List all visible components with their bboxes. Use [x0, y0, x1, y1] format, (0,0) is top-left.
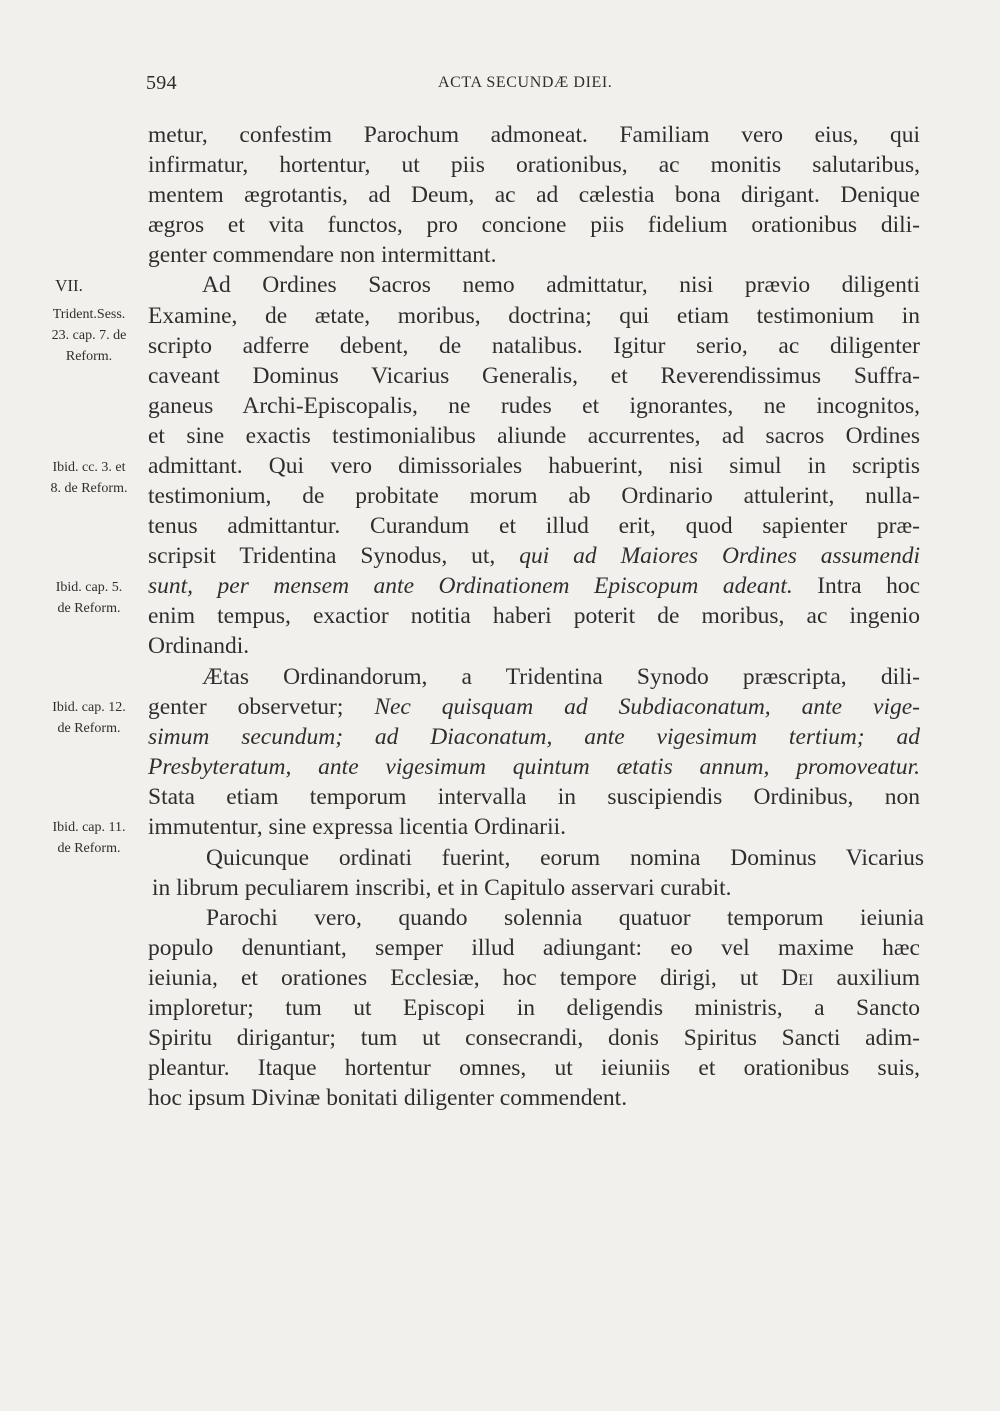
margin-note [30, 817, 148, 859]
text-line [148, 601, 920, 632]
italic-text: Presbyteratum, ante vigesimum quintum ætatis annum, promoveatur. [148, 754, 920, 780]
margin-note [34, 275, 104, 296]
text-line [148, 571, 920, 602]
margin-note [30, 457, 148, 499]
text-segment: metur, confestim Parochum admoneat. Familiam vero eius, qui [148, 122, 920, 148]
text-segment: testimonium, de probitate morum ab Ordinario attulerint, nulla- [148, 483, 920, 509]
margin-note [30, 304, 148, 367]
margin-note [30, 697, 148, 739]
text-line [152, 903, 924, 934]
text-segment: in librum peculiarem inscribi, et in Capitulo asservari curabit. [152, 875, 732, 901]
text-segment: immutentur, sine expressa licentia Ordinarii. [148, 814, 567, 840]
text-segment: caveant Dominus Vicarius Generalis, et Reverendissimus Suffra- [148, 363, 920, 389]
text-segment: ægros et vita functos, pro concione piis fidelium orationibus dili- [148, 212, 920, 238]
italic-text: qui ad Maiores Ordines assumendi [519, 543, 920, 569]
text-segment: genter commendare non intermittant. [148, 242, 497, 268]
text-line [152, 873, 924, 904]
text-line [148, 481, 920, 512]
text-segment: admittant. Qui vero dimissoriales habuerint, nisi simul in scriptis [148, 453, 920, 479]
text-line [148, 631, 920, 662]
text-line [148, 722, 920, 753]
text-segment: imploretur; tum ut Episcopi in deligendis ministris, a Sancto [148, 995, 920, 1021]
text-line [148, 933, 920, 964]
text-line [148, 1023, 920, 1054]
text-segment: enim tempus, exactior notitia haberi poterit de moribus, ac ingenio [148, 603, 920, 629]
text-segment: Ad Ordines Sacros nemo admittatur, nisi prævio diligenti [202, 272, 920, 298]
margin-note [30, 577, 148, 619]
margin-note-line: VII. [55, 276, 83, 295]
text-segment: infirmatur, hortentur, ut piis orationibus, ac monitis salutaribus, [148, 152, 920, 178]
margin-note-line: Ibid. cap. 5. [55, 580, 123, 595]
page-number: 594 [146, 72, 177, 94]
text-segment: Intra hoc [792, 573, 921, 599]
italic-text: Nec quisquam ad Subdiaconatum, ante vige- [374, 694, 920, 720]
text-line [148, 331, 920, 362]
small-caps-text: Dei [781, 965, 814, 991]
text-line [148, 240, 920, 271]
text-line [148, 782, 920, 813]
text-line [148, 210, 920, 241]
text-line [148, 120, 920, 151]
margin-note-line: Ibid. cap. 12. [52, 700, 126, 715]
text-line [148, 692, 920, 723]
italic-text: sunt, per mensem ante Ordinationem Episcopum adeant. [148, 573, 793, 599]
margin-note-line: Ibid. cc. 3. et [52, 460, 126, 475]
text-line [148, 391, 920, 422]
running-head [146, 72, 916, 102]
text-line [148, 993, 920, 1024]
italic-text: simum secundum; ad Diaconatum, ante vigesimum tertium; ad [148, 724, 920, 750]
text-line [148, 301, 920, 332]
text-line [148, 541, 920, 572]
text-segment: Quicunque ordinati fuerint, eorum nomina Dominus Vicarius [206, 845, 924, 871]
margin-note-line: de Reform. [57, 601, 121, 616]
running-title: ACTA SECUNDÆ DIEI. [438, 74, 613, 91]
text-segment: auxilium [813, 965, 920, 991]
text-line [148, 1053, 920, 1084]
text-line [148, 963, 920, 994]
text-line [148, 511, 920, 542]
text-line [152, 843, 924, 874]
text-segment: Ætas Ordinandorum, a Tridentina Synodo præscripta, dili- [202, 664, 920, 690]
text-segment: pleantur. Itaque hortentur omnes, ut ieiuniis et orationibus suis, [148, 1055, 920, 1081]
text-line [148, 180, 920, 211]
margin-note-line: de Reform. [57, 721, 121, 736]
text-segment: Stata etiam temporum intervalla in suscipiendis Ordinibus, non [148, 784, 920, 810]
text-segment: ieiunia, et orationes Ecclesiæ, hoc tempore dirigi, ut [148, 965, 782, 991]
text-line [148, 752, 920, 783]
margin-note-line: 8. de Reform. [50, 481, 128, 496]
text-segment: tenus admittantur. Curandum et illud erit, quod sapienter præ- [148, 513, 920, 539]
text-segment: Spiritu dirigantur; tum ut consecrandi, donis Spiritus Sancti adim- [148, 1025, 920, 1051]
text-segment: Examine, de ætate, moribus, doctrina; qui etiam testimonium in [148, 303, 920, 329]
text-segment: et sine exactis testimonialibus aliunde accurrentes, ad sacros Ordines [148, 423, 920, 449]
text-segment: scripsit Tridentina Synodus, ut, [148, 543, 520, 569]
text-line [148, 812, 920, 843]
margin-note-line: Reform. [65, 349, 113, 364]
text-line [148, 421, 920, 452]
margin-note-line: Trident.Sess. [52, 307, 126, 322]
text-segment: scripto adferre debent, de natalibus. Igitur serio, ac diligenter [148, 333, 920, 359]
margin-note-line: Ibid. cap. 11. [52, 820, 126, 835]
text-line [148, 361, 920, 392]
text-line [148, 150, 920, 181]
text-segment: hoc ipsum Divinæ bonitati diligenter commendent. [148, 1085, 628, 1111]
text-line [148, 1083, 920, 1114]
margin-note-line: 23. cap. 7. de [51, 328, 127, 343]
text-line [148, 662, 920, 693]
margin-note-line: de Reform. [57, 841, 121, 856]
text-segment: populo denuntiant, semper illud adiungant: eo vel maxime hæc [148, 935, 920, 961]
text-segment: genter observetur; [148, 694, 375, 720]
text-segment: Ordinandi. [148, 633, 250, 659]
text-line [148, 451, 920, 482]
text-segment: Parochi vero, quando solennia quatuor temporum ieiunia [206, 905, 924, 931]
text-segment: mentem ægrotantis, ad Deum, ac ad cælestia bona dirigant. Denique [148, 182, 920, 208]
text-segment: ganeus Archi-Episcopalis, ne rudes et ignorantes, ne incognitos, [148, 393, 920, 419]
text-line [148, 270, 920, 301]
